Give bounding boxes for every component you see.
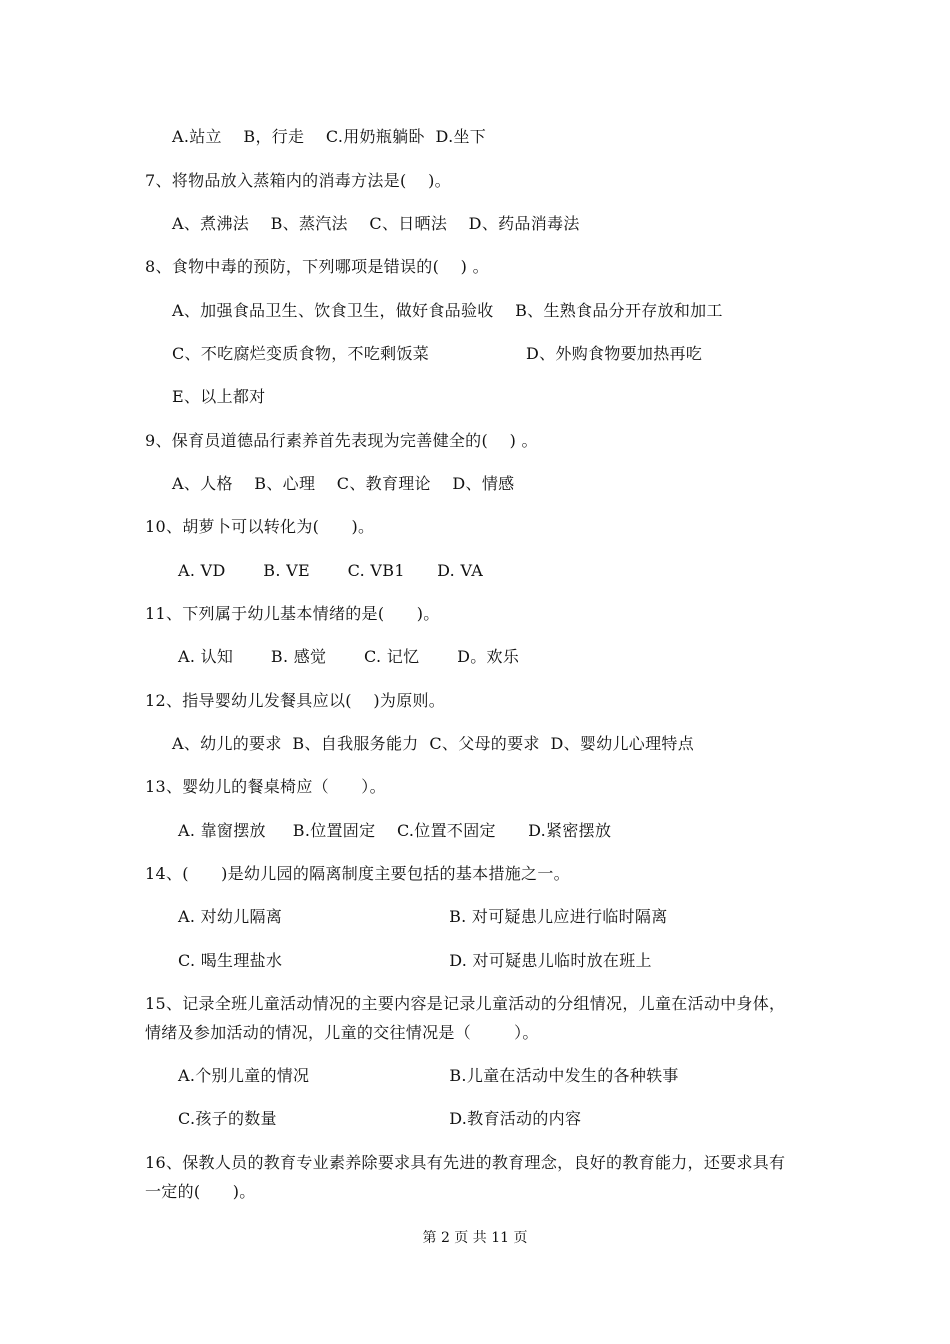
text-line: 10、胡萝卜可以转化为( )。 (145, 517, 375, 536)
text-line: 8、食物中毒的预防，下列哪项是错误的( ) 。 (145, 257, 489, 276)
text-line: 13、婴幼儿的餐桌椅应（ ）。 (145, 777, 386, 796)
text-line: 16、保教人员的教育专业素养除要求具有先进的教育理念，良好的教育能力，还要求具有 (145, 1153, 786, 1172)
text-line: A、煮沸法 B、蒸汽法 C、日晒法 D、药品消毒法 (172, 214, 580, 233)
text-line: A. 靠窗摆放 B.位置固定 C.位置不固定 D.紧密摆放 (178, 821, 612, 840)
text-line: C. 喝生理盐水 D. 对可疑患儿临时放在班上 (178, 951, 652, 970)
text-line: 9、保育员道德品行素养首先表现为完善健全的( ) 。 (145, 431, 538, 450)
text-line: A.站立 B，行走 C.用奶瓶躺卧 D.坐下 (172, 127, 487, 146)
text-line: A、幼儿的要求 B、自我服务能力 C、父母的要求 D、婴幼儿心理特点 (172, 734, 694, 753)
page-footer: 第 2 页 共 11 页 (422, 1230, 528, 1246)
text-line: A.个别儿童的情况 B.儿童在活动中发生的各种轶事 (178, 1066, 679, 1085)
text-line: A、人格 B、心理 C、教育理论 D、情感 (172, 474, 515, 493)
text-line: 12、指导婴幼儿发餐具应以( )为原则。 (145, 691, 446, 710)
text-line: A、加强食品卫生、饮食卫生，做好食品验收 B、生熟食品分开存放和加工 (172, 301, 723, 320)
text-line: 14、( )是幼儿园的隔离制度主要包括的基本措施之一。 (145, 864, 570, 883)
text-line: C、不吃腐烂变质食物，不吃剩饭菜 D、外购食物要加热再吃 (172, 344, 703, 363)
text-line: E、以上都对 (172, 387, 266, 406)
text-line: 7、将物品放入蒸箱内的消毒方法是( )。 (145, 171, 451, 190)
text-line: A. 认知 B. 感觉 C. 记忆 D。欢乐 (178, 647, 520, 666)
text-line: 一定的( )。 (145, 1182, 256, 1201)
text-line: C.孩子的数量 D.教育活动的内容 (178, 1109, 582, 1128)
text-line: A. 对幼儿隔离 B. 对可疑患儿应进行临时隔离 (178, 907, 668, 926)
text-line: 15、记录全班儿童活动情况的主要内容是记录儿童活动的分组情况，儿童在活动中身体， (145, 994, 786, 1013)
text-line: 情绪及参加活动的情况，儿童的交往情况是（ ）。 (145, 1023, 539, 1042)
text-line: A. VD B. VE C. VB1 D. VA (178, 561, 484, 580)
text-line: 11、下列属于幼儿基本情绪的是( )。 (145, 604, 440, 623)
